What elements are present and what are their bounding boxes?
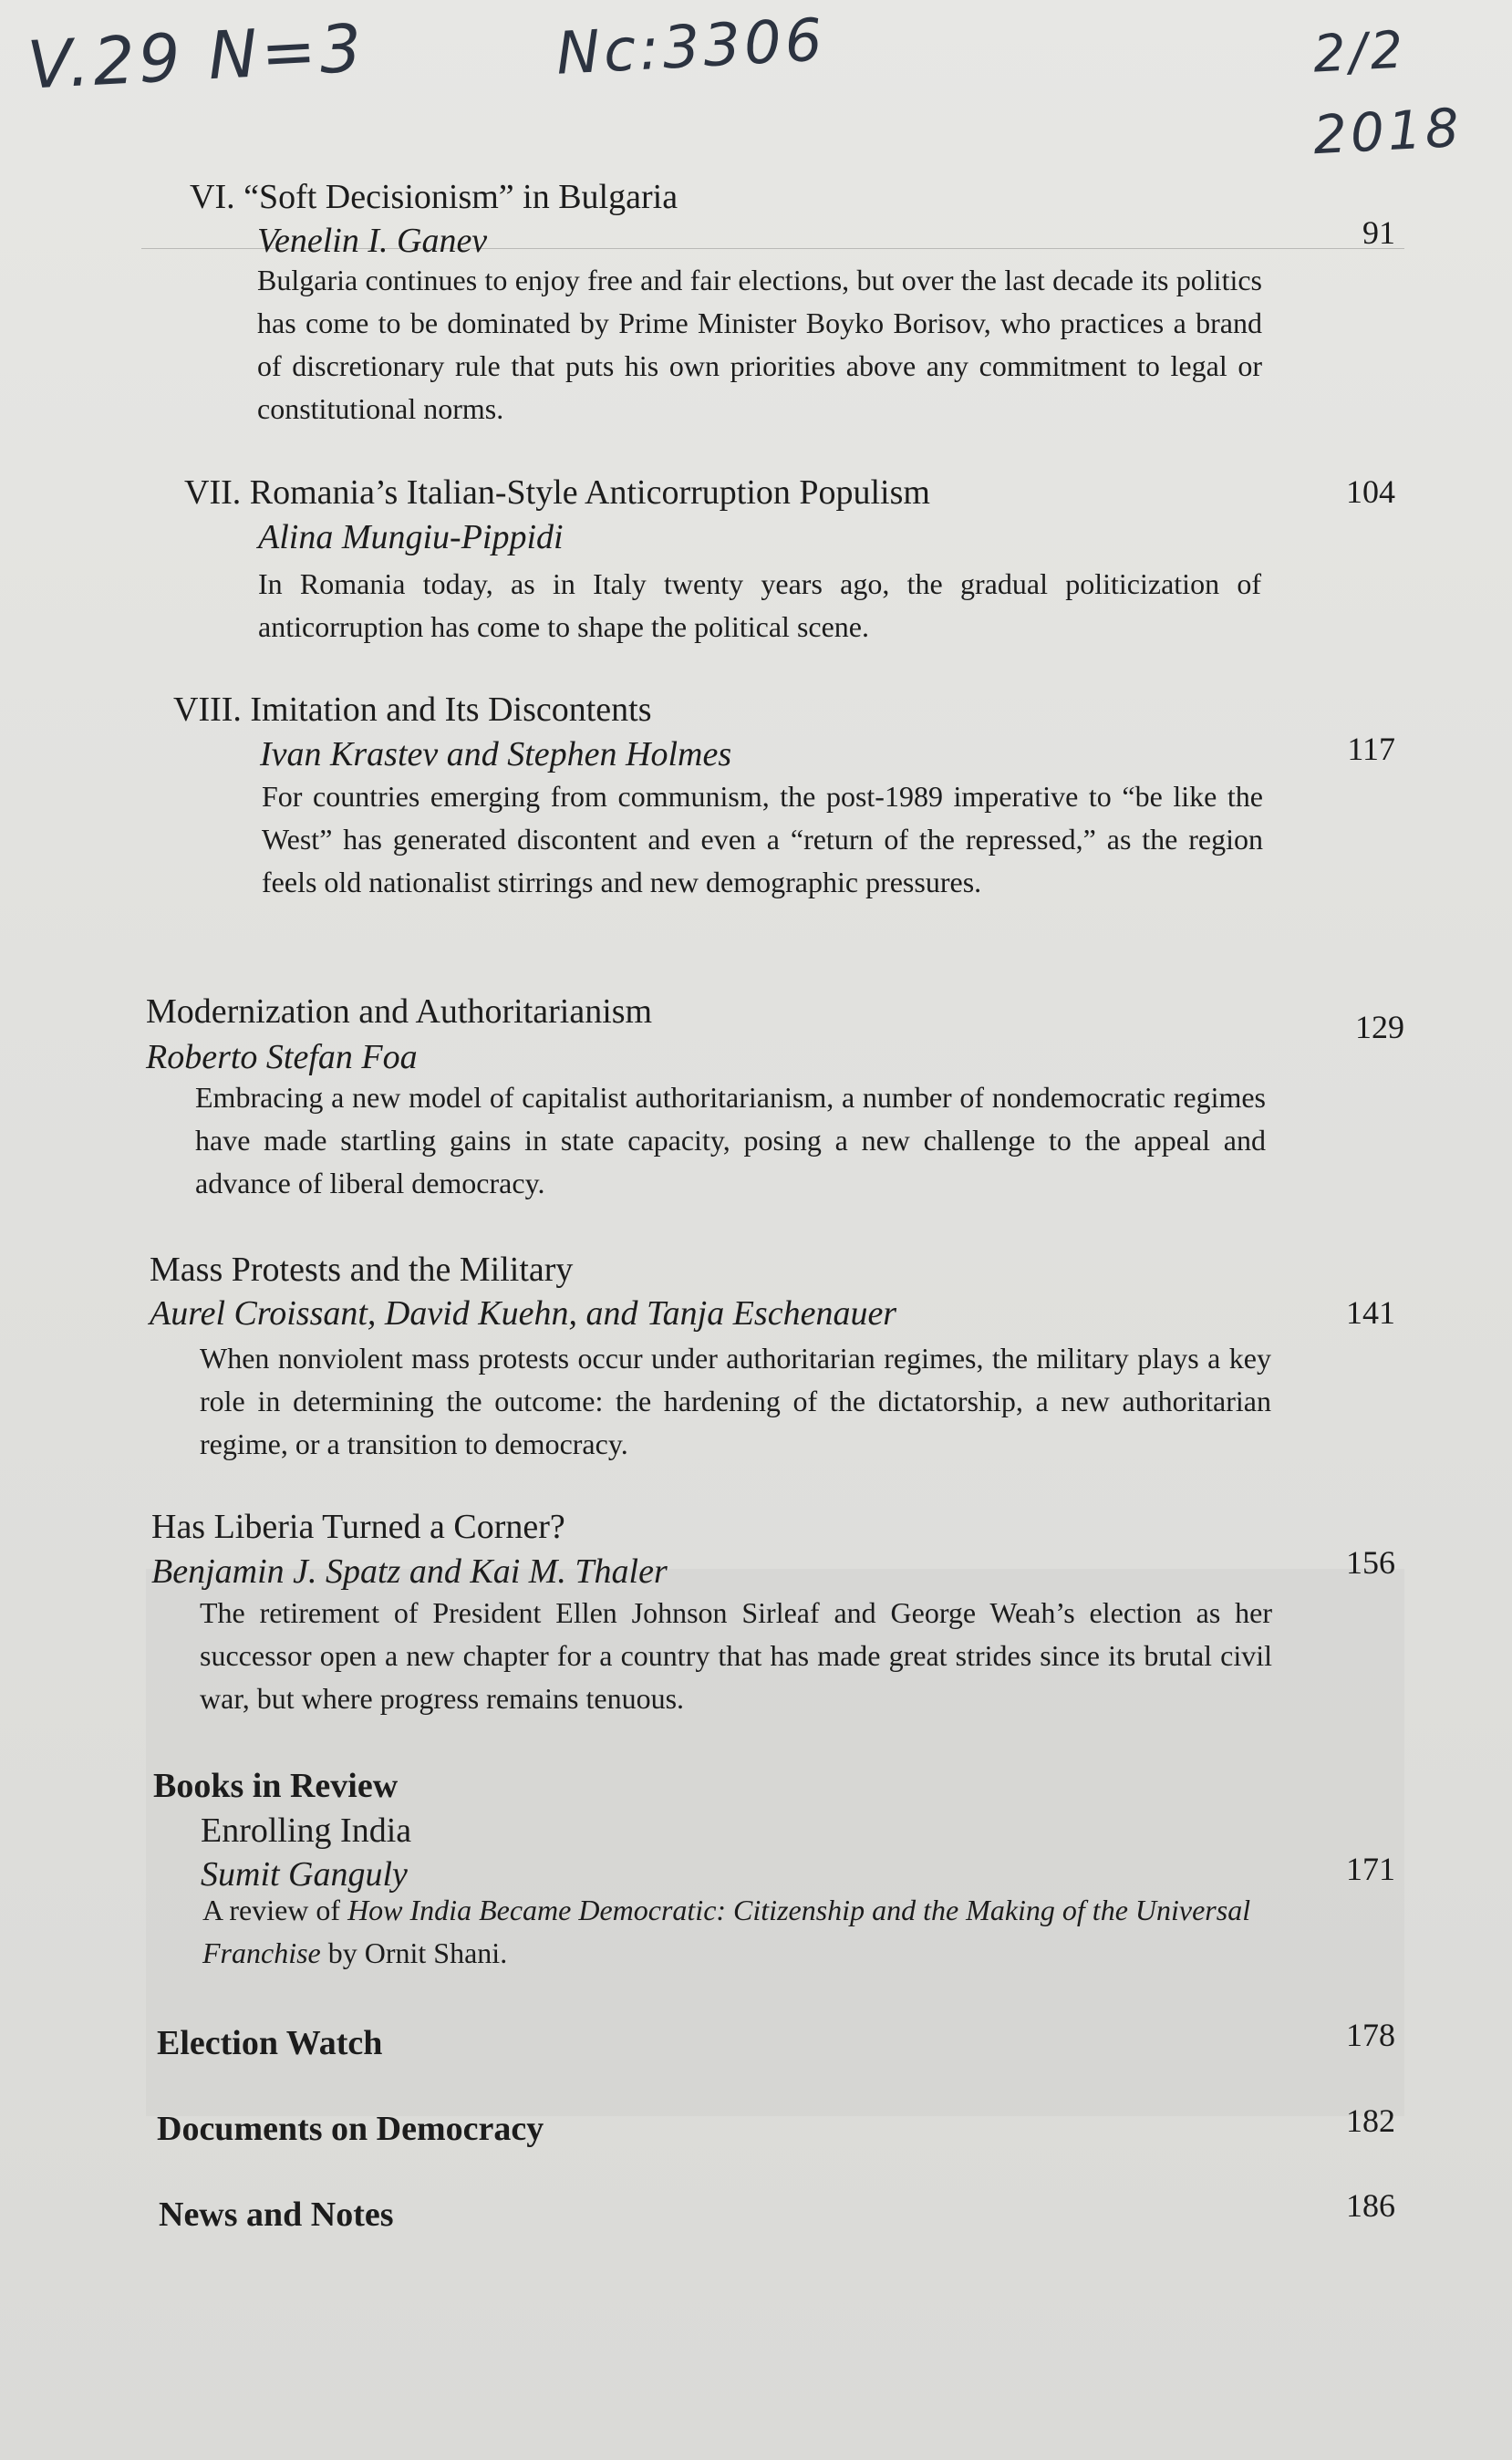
entry-title: VIII. Imitation and Its Discontents (173, 690, 652, 729)
section-page-number: 178 (1346, 2017, 1395, 2053)
books-in-review-heading: Books in Review (153, 1767, 399, 1805)
handwritten-fraction: 2/2 (1311, 20, 1408, 85)
section-title: Documents on Democracy (157, 2110, 544, 2148)
review-book-title: How India Became Democratic: Citizenship and the Making of the Universal Franchise (202, 1894, 1251, 1969)
review-suffix: by Ornit Shani. (320, 1936, 508, 1969)
section-page-number: 186 (1346, 2187, 1395, 2224)
entry-title: Modernization and Authoritarianism (146, 992, 653, 1031)
entry-author: Venelin I. Ganev (257, 222, 488, 260)
entry-author: Aurel Croissant, David Kuehn, and Tanja Eschenauer (150, 1294, 897, 1333)
section-title: Election Watch (157, 2024, 383, 2062)
entry-abstract: Bulgaria continues to enjoy free and fair elections, but over the last decade its politics has come to be dominated by Prime Minister Boyko Borisov, who practices a brand of discretionary rule that puts his own priorities above any commitment to legal or constitutional norms. (257, 264, 1262, 425)
entry-page-number: 141 (1346, 1294, 1395, 1331)
entry-title: VII. Romania’s Italian-Style Anticorruption Populism (184, 473, 930, 512)
section-title: News and Notes (159, 2195, 394, 2234)
entry-page-number: 129 (1355, 1009, 1404, 1045)
entry-abstract: For countries emerging from communism, the post-1989 imperative to “be like the West” has generated discontent and even a “return of the repressed,” as the region feels old nationalist stirrings and new demographic pressures. (262, 780, 1263, 898)
entry-page-number: 156 (1346, 1544, 1395, 1581)
entry-abstract: When nonviolent mass protests occur under authoritarian regimes, the military plays a key role in determining the outcome: the hardening of the dictatorship, a new authoritarian regime, or a transition to democracy. (200, 1342, 1271, 1460)
entry-title: VI. “Soft Decisionism” in Bulgaria (190, 178, 678, 216)
entry-abstract: The retirement of President Ellen Johnson Sirleaf and George Weah’s election as her successor open a new chapter for a country that has made great strides since its brutal civil war, but where progress remains tenuous. (200, 1596, 1272, 1715)
entry-author: Alina Mungiu-Pippidi (258, 518, 564, 556)
entry-abstract: Embracing a new model of capitalist authoritarianism, a number of nondemocratic regimes have made startling gains in state capacity, posing a new challenge to the appeal and advance of liberal democracy. (195, 1081, 1266, 1199)
handwritten-volume: V.29 N=3 (26, 9, 368, 104)
handwritten-call-number: Nc:3306 (554, 6, 828, 88)
entry-author: Benjamin J. Spatz and Kai M. Thaler (151, 1552, 668, 1591)
entry-author: Roberto Stefan Foa (146, 1038, 418, 1076)
entry-title: Mass Protests and the Military (150, 1251, 574, 1289)
section-page-number: 182 (1346, 2102, 1395, 2139)
review-author: Sumit Ganguly (201, 1855, 408, 1894)
entry-page-number: 104 (1346, 473, 1395, 510)
review-title: Enrolling India (201, 1811, 412, 1850)
entry-abstract: In Romania today, as in Italy twenty years ago, the gradual politicization of anticorruption has come to shape the political scene. (258, 567, 1261, 643)
review-page-number: 171 (1346, 1851, 1395, 1887)
entry-title: Has Liberia Turned a Corner? (151, 1508, 565, 1546)
entry-page-number: 91 (1362, 214, 1395, 251)
handwritten-year: 2018 (1311, 96, 1465, 167)
review-prefix: A review of (202, 1894, 348, 1926)
review-abstract (202, 1889, 1279, 1975)
entry-author: Ivan Krastev and Stephen Holmes (260, 735, 732, 773)
entry-page-number: 117 (1347, 731, 1395, 767)
